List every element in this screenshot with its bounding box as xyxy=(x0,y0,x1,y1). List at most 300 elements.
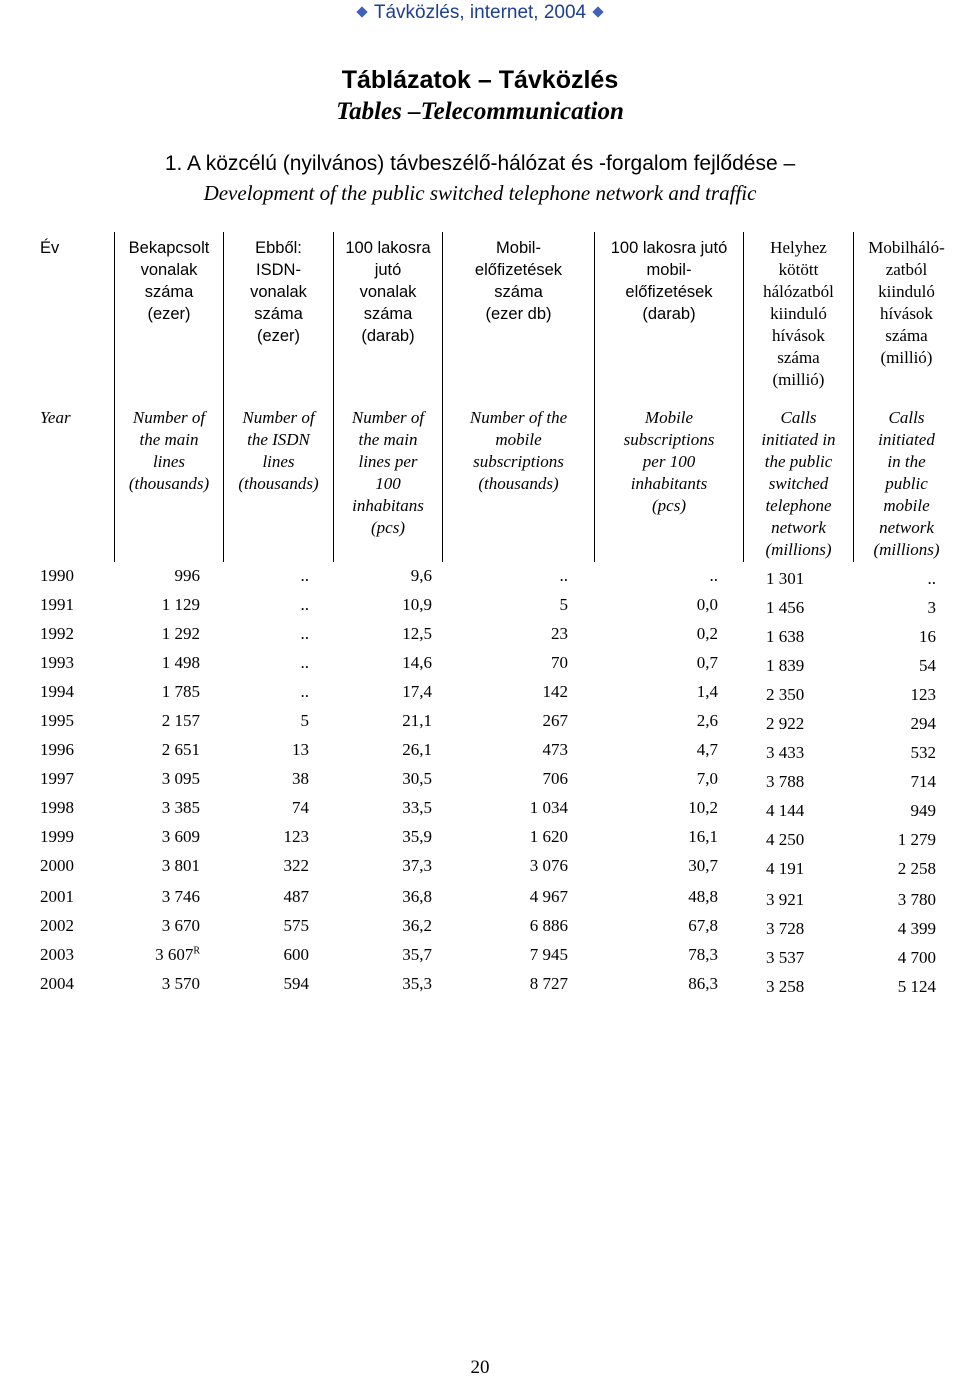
table-cell xyxy=(766,919,804,939)
cell-value: 1990 xyxy=(40,566,74,585)
header-line: in the xyxy=(887,452,926,471)
cell-value: .. xyxy=(300,624,309,643)
table-cell xyxy=(292,769,309,789)
header-line: (thousands) xyxy=(238,474,319,493)
table-cell xyxy=(301,682,310,702)
table-cell xyxy=(710,566,719,586)
table-cell xyxy=(898,859,936,879)
table-cell xyxy=(911,801,937,821)
table-row xyxy=(0,595,960,624)
table-cell xyxy=(697,653,718,673)
header-line: kiinduló xyxy=(878,282,935,301)
page-title: Táblázatok – Távközlés xyxy=(341,66,619,94)
cell-value: 2,6 xyxy=(696,711,718,730)
table-cell xyxy=(530,798,568,818)
header-line: Number of xyxy=(351,408,425,427)
cell-value: 1992 xyxy=(40,624,74,643)
cell-value: 0,0 xyxy=(696,595,718,614)
cell-value: 1996 xyxy=(40,740,74,759)
table-cell xyxy=(688,945,718,965)
header-line: (ezer db) xyxy=(485,305,552,323)
cell-value: 2 157 xyxy=(161,711,200,730)
table-cell xyxy=(402,595,432,615)
header-line: network xyxy=(771,518,826,537)
table-cell xyxy=(162,624,200,644)
cell-value: 3 670 xyxy=(161,916,200,935)
table-row xyxy=(0,624,960,653)
table-cell xyxy=(688,887,718,907)
header-line: the ISDN xyxy=(247,430,310,449)
header-line: (millions) xyxy=(873,540,940,559)
header-line: switched xyxy=(768,474,829,493)
table-cell xyxy=(292,798,309,818)
diamond-icon xyxy=(356,6,367,17)
table-cell xyxy=(688,827,718,847)
cell-value: 37,3 xyxy=(402,856,432,875)
table-row xyxy=(0,974,960,1003)
column-header-en xyxy=(335,407,441,539)
header-line: mobile xyxy=(883,496,930,515)
header-line: (thousands) xyxy=(478,474,559,493)
cell-value: 322 xyxy=(283,856,309,875)
cell-value: 294 xyxy=(910,714,936,733)
page-number: 20 xyxy=(470,1357,490,1378)
cell-value: 996 xyxy=(174,566,200,585)
header-line: előfizetések xyxy=(474,261,563,279)
table-cell xyxy=(530,856,568,876)
table-cell xyxy=(284,945,310,965)
cell-value: 714 xyxy=(910,772,936,791)
cell-value: 267 xyxy=(542,711,568,730)
header-line: Mobile xyxy=(644,408,694,427)
header-line: Helyhez xyxy=(770,238,827,257)
column-header-en xyxy=(225,407,332,495)
cell-value: 0,7 xyxy=(696,653,718,672)
table-cell xyxy=(40,798,74,818)
header-line: Mobil- xyxy=(496,239,541,257)
column-header-en xyxy=(444,407,593,495)
table-cell xyxy=(543,682,569,702)
cell-value: 1 129 xyxy=(161,595,200,614)
cell-value: 12,5 xyxy=(402,624,432,643)
header-line: vonalak xyxy=(359,283,417,301)
header-line: (thousands) xyxy=(128,474,210,493)
table-cell xyxy=(898,830,936,850)
cell-value: 1,4 xyxy=(696,682,718,701)
header-line: (pcs) xyxy=(371,518,405,537)
table-cell xyxy=(766,859,804,879)
cell-value: 2 258 xyxy=(897,859,936,878)
table-cell xyxy=(301,653,310,673)
cell-value: 600 xyxy=(283,945,309,964)
table-row xyxy=(0,945,960,974)
cell-value: 6 886 xyxy=(529,916,568,935)
header-line: subscriptions xyxy=(623,430,715,449)
table-cell xyxy=(40,653,74,673)
table-cell xyxy=(162,653,200,673)
column-header-hu xyxy=(444,237,593,325)
header-line: Number of xyxy=(132,408,206,427)
cell-value: 13 xyxy=(292,740,309,759)
table-cell xyxy=(402,653,432,673)
table-cell xyxy=(40,887,74,907)
table-cell xyxy=(560,566,569,586)
table-cell xyxy=(301,595,310,615)
table-cell xyxy=(530,887,568,907)
table-cell xyxy=(40,827,74,847)
header-line: száma xyxy=(254,305,303,323)
cell-value: .. xyxy=(300,566,309,585)
table-cell xyxy=(697,740,718,760)
cell-value: 7,0 xyxy=(696,769,718,788)
cell-value: 3 537 xyxy=(766,948,805,967)
column-divider xyxy=(442,232,443,562)
header-line: (millió) xyxy=(880,348,933,367)
cell-value: 4 191 xyxy=(766,859,805,878)
table-cell xyxy=(543,711,569,731)
header-line: initiated xyxy=(878,430,935,449)
revised-mark: R xyxy=(193,945,200,957)
table-cell xyxy=(162,856,200,876)
column-header-hu xyxy=(225,237,332,347)
column-header-hu xyxy=(855,237,958,369)
cell-value: 1 498 xyxy=(161,653,200,672)
header-line: száma xyxy=(777,348,820,367)
table-cell xyxy=(530,916,568,936)
table-cell xyxy=(284,827,310,847)
cell-value: 2 922 xyxy=(766,714,805,733)
header-line: subscriptions xyxy=(473,452,564,471)
table-cell xyxy=(40,595,74,615)
cell-value: 706 xyxy=(542,769,568,788)
cell-value: 1 292 xyxy=(161,624,200,643)
table-cell xyxy=(292,740,309,760)
cell-value: 2002 xyxy=(40,916,74,935)
table-cell xyxy=(155,945,200,965)
cell-value: 67,8 xyxy=(688,916,718,935)
table-row xyxy=(0,653,960,682)
cell-value: 86,3 xyxy=(688,974,718,993)
table-cell xyxy=(301,566,310,586)
table-cell xyxy=(766,685,804,705)
table-cell xyxy=(898,919,936,939)
table-cell xyxy=(688,974,718,994)
header-line: Mobilháló- xyxy=(868,238,945,257)
table-cell xyxy=(40,740,74,760)
cell-value: 1 456 xyxy=(766,598,805,617)
table-row xyxy=(0,827,960,856)
cell-value: 0,2 xyxy=(696,624,718,643)
table-cell xyxy=(40,769,74,789)
table-cell xyxy=(766,627,804,647)
table-cell xyxy=(766,598,804,618)
header-line: száma xyxy=(144,283,194,301)
header-line: (millions) xyxy=(765,540,832,559)
header-line: 100 lakosra xyxy=(345,239,431,257)
cell-value: 3 076 xyxy=(529,856,568,875)
column-header-hu xyxy=(745,237,852,391)
table-cell xyxy=(766,743,804,763)
cell-value: 48,8 xyxy=(688,887,718,906)
cell-value: 4 700 xyxy=(897,948,936,967)
table-cell xyxy=(402,916,432,936)
cell-value: 70 xyxy=(551,653,568,672)
table-cell xyxy=(766,656,804,676)
cell-value: 10,2 xyxy=(688,798,718,817)
table-cell xyxy=(162,887,200,907)
cell-value: 1 785 xyxy=(161,682,200,701)
table-row xyxy=(0,566,960,595)
cell-value: 3 801 xyxy=(161,856,200,875)
cell-value: .. xyxy=(300,653,309,672)
cell-value: .. xyxy=(927,569,936,588)
table-cell xyxy=(697,595,718,615)
table-cell xyxy=(898,890,936,910)
cell-value: 5 xyxy=(559,595,568,614)
table-cell xyxy=(40,682,74,702)
table-cell xyxy=(40,945,74,965)
table-cell xyxy=(40,711,74,731)
table-cell xyxy=(543,769,569,789)
table-cell xyxy=(162,711,200,731)
header-line: telephone xyxy=(765,496,832,515)
table-cell xyxy=(697,682,718,702)
table-row xyxy=(0,798,960,827)
cell-value: 1 301 xyxy=(766,569,805,588)
table-cell xyxy=(530,827,568,847)
column-divider xyxy=(594,232,595,562)
table-row xyxy=(0,711,960,740)
table-row xyxy=(0,916,960,945)
table-cell xyxy=(697,711,718,731)
cell-value: 3 921 xyxy=(766,890,805,909)
cell-value: .. xyxy=(559,566,568,585)
cell-value: 2004 xyxy=(40,974,74,993)
diamond-icon xyxy=(592,6,603,17)
table-cell xyxy=(402,769,432,789)
header-line: (pcs) xyxy=(652,496,686,515)
header-line: hívások xyxy=(772,326,825,345)
header-line: száma xyxy=(363,305,413,323)
header-line: lines xyxy=(262,452,295,471)
header-line: the main xyxy=(358,430,418,449)
table-cell xyxy=(688,856,718,876)
cell-value: 2 651 xyxy=(161,740,200,759)
table-cell xyxy=(911,685,937,705)
cell-value: 3 095 xyxy=(161,769,200,788)
column-header-en xyxy=(116,407,222,495)
cell-value: 473 xyxy=(542,740,568,759)
table-cell xyxy=(766,801,804,821)
column-divider xyxy=(114,232,115,562)
header-line: (darab) xyxy=(642,305,696,323)
cell-value: 4 144 xyxy=(766,801,805,820)
cell-value: 35,7 xyxy=(402,945,432,964)
table-title-english: Development of the public switched telephone network and traffic xyxy=(203,181,757,205)
cell-value: 3 780 xyxy=(897,890,936,909)
cell-value: 3 258 xyxy=(766,977,805,996)
table-cell xyxy=(530,974,568,994)
cell-value: 26,1 xyxy=(402,740,432,759)
table-cell xyxy=(766,948,804,968)
cell-value: 4 967 xyxy=(529,887,568,906)
table-cell xyxy=(919,656,936,676)
table-cell xyxy=(898,948,936,968)
cell-value: 36,8 xyxy=(402,887,432,906)
header-line: kötött xyxy=(778,260,819,279)
table-cell xyxy=(688,798,718,818)
header-line: (ezer) xyxy=(147,305,191,323)
cell-value: .. xyxy=(300,682,309,701)
table-cell xyxy=(402,740,432,760)
table-cell xyxy=(402,887,432,907)
cell-value: 594 xyxy=(283,974,309,993)
header-line: Ebből: xyxy=(255,239,302,257)
header-line: Number of xyxy=(242,408,315,427)
cell-value: 4 399 xyxy=(897,919,936,938)
header-line: (millió) xyxy=(772,370,825,389)
table-cell xyxy=(766,890,804,910)
table-row xyxy=(0,740,960,769)
header-line: vonalak xyxy=(140,261,198,279)
header-line: lines per xyxy=(358,452,418,471)
cell-value: 16,1 xyxy=(688,827,718,846)
table-cell xyxy=(898,977,936,997)
table-cell xyxy=(301,624,310,644)
header-line: mobil- xyxy=(646,261,692,279)
table-cell xyxy=(402,856,432,876)
table-cell xyxy=(402,827,432,847)
table-cell xyxy=(402,711,432,731)
cell-value: 532 xyxy=(910,743,936,762)
table-cell xyxy=(175,566,201,586)
cell-value: 3 728 xyxy=(766,919,805,938)
header-line: jutó xyxy=(374,261,402,279)
cell-value: .. xyxy=(300,595,309,614)
table-cell xyxy=(688,916,718,936)
table-cell xyxy=(284,916,310,936)
table-row xyxy=(0,856,960,885)
cell-value: 3 609 xyxy=(161,827,200,846)
table-cell xyxy=(928,569,937,589)
column-header-hu xyxy=(335,237,441,347)
header-line: Year xyxy=(40,408,71,427)
column-header-en xyxy=(745,407,852,561)
cell-value: 1999 xyxy=(40,827,74,846)
table-cell xyxy=(284,856,310,876)
header-line: the public xyxy=(764,452,833,471)
cell-value: 2 350 xyxy=(766,685,805,704)
header-line: (darab) xyxy=(361,327,415,345)
cell-value: 78,3 xyxy=(688,945,718,964)
table-cell xyxy=(402,682,432,702)
header-line: hívások xyxy=(880,304,933,323)
cell-value: 1 839 xyxy=(766,656,805,675)
table-title: 1. A közcélú (nyilvános) távbeszélő-hálózat és -forgalom fejlődése – xyxy=(164,152,796,175)
table-cell xyxy=(162,769,200,789)
cell-value: 142 xyxy=(542,682,568,701)
cell-value: 3 385 xyxy=(161,798,200,817)
table-cell xyxy=(402,945,432,965)
table-cell xyxy=(911,743,937,763)
header-line: inhabitants xyxy=(630,474,708,493)
header-line: Év xyxy=(40,239,60,257)
table-cell xyxy=(40,624,74,644)
column-header-hu xyxy=(596,237,742,325)
table-cell xyxy=(551,653,568,673)
cell-value: 2003 xyxy=(40,945,74,964)
table-cell xyxy=(697,769,718,789)
cell-value: 23 xyxy=(551,624,568,643)
running-header xyxy=(0,2,960,24)
table-cell xyxy=(766,830,804,850)
cell-value: 9,6 xyxy=(410,566,432,585)
header-line: hálózatból xyxy=(763,282,834,301)
header-line: ISDN- xyxy=(256,261,301,279)
cell-value: 74 xyxy=(292,798,309,817)
header-line: Calls xyxy=(780,408,817,427)
cell-value: 3 607 xyxy=(155,945,194,964)
cell-value: 1995 xyxy=(40,711,74,730)
cell-value: 36,2 xyxy=(402,916,432,935)
header-line: initiated in xyxy=(761,430,836,449)
table-cell xyxy=(162,682,200,702)
cell-value: 949 xyxy=(910,801,936,820)
header-line: kiinduló xyxy=(770,304,827,323)
cell-value: 54 xyxy=(919,656,936,675)
table-cell xyxy=(40,974,74,994)
header-line: 100 xyxy=(375,474,401,493)
column-divider xyxy=(223,232,224,562)
table-cell xyxy=(402,624,432,644)
cell-value: 4,7 xyxy=(696,740,718,759)
table-cell xyxy=(162,827,200,847)
table-row xyxy=(0,887,960,916)
header-line: Bekapcsolt xyxy=(128,239,210,257)
table-cell xyxy=(766,977,804,997)
column-divider xyxy=(333,232,334,562)
table-cell xyxy=(911,772,937,792)
table-cell xyxy=(766,772,804,792)
cell-value: 1994 xyxy=(40,682,74,701)
cell-value: 2001 xyxy=(40,887,74,906)
header-line: zatból xyxy=(885,260,928,279)
cell-value: 3 746 xyxy=(161,887,200,906)
table-cell xyxy=(162,798,200,818)
table-cell xyxy=(530,945,568,965)
header-line: lines xyxy=(152,452,186,471)
table-cell xyxy=(543,740,569,760)
header-line: előfizetések xyxy=(625,283,713,301)
table-row xyxy=(0,682,960,711)
cell-value: 35,9 xyxy=(402,827,432,846)
column-header-hu xyxy=(40,237,94,259)
header-line: száma xyxy=(494,283,543,301)
cell-value: 1997 xyxy=(40,769,74,788)
table-cell xyxy=(766,569,804,589)
table-cell xyxy=(411,566,432,586)
cell-value: 38 xyxy=(292,769,309,788)
cell-value: 14,6 xyxy=(402,653,432,672)
table-cell xyxy=(162,974,200,994)
cell-value: 1 638 xyxy=(766,627,805,646)
cell-value: 1993 xyxy=(40,653,74,672)
cell-value: 123 xyxy=(910,685,936,704)
cell-value: 3 570 xyxy=(161,974,200,993)
table-cell xyxy=(162,916,200,936)
cell-value: 1991 xyxy=(40,595,74,614)
cell-value: 3 xyxy=(927,598,936,617)
